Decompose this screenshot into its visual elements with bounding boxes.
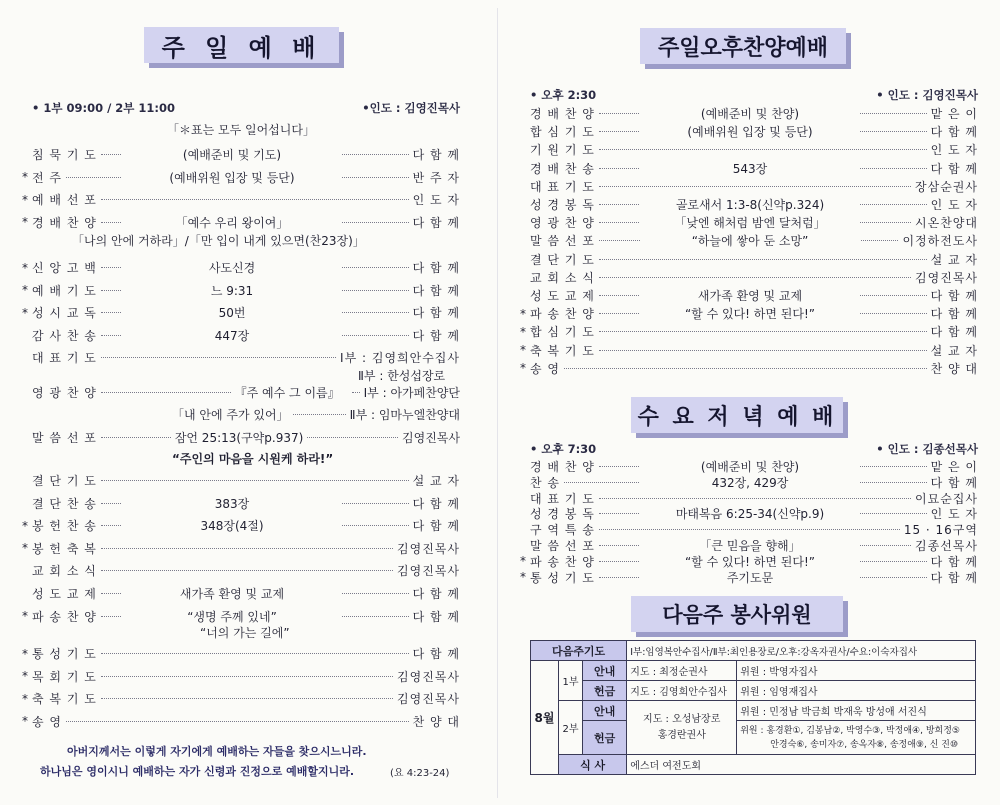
part2-offering-staff-cell [737,721,976,755]
verse-ref: (요 4:23-24) [390,768,450,779]
order-label: 말 씀 선 포 [530,234,595,249]
order-content: 383장 [122,495,342,512]
stand-note: 「＊표는 모두 일어섭니다」 [167,123,315,137]
stand-marker: * [520,570,526,585]
part2-lead-1: 지도 : 오성남장로 [643,713,721,725]
order-content: 느 9:31 [122,282,342,299]
part1-offering-lead: 지도 : 김영희안수집사 [627,681,737,701]
order-row [22,169,460,186]
sunday-time: • 1부 09:00 / 2부 11:00 [32,101,176,115]
sunday-worship-section [22,0,462,805]
order-label: 성 경 봉 독 [530,198,595,212]
order-content: 새가족 환영 및 교제 [122,585,342,602]
order-row-glory [22,384,460,401]
glory-by-2: Ⅱ부 : 임마누엘찬양대 [349,408,460,422]
wednesday-time: • 오후 7:30 [530,442,597,456]
sermon-title: “주인의 마음을 시원케 하라!” [172,452,334,466]
afternoon-schedule-line [530,87,978,103]
order-label: 성 시 교 독 [32,306,97,321]
order-row [520,214,978,231]
part2-cell: 2부 [559,701,583,755]
order-content: 사도신경 [122,259,342,276]
order-person: 이묘순집사 [915,491,978,506]
meal-text: 에스더 여전도회 [627,755,976,775]
order-label: 대 표 기 도 [32,351,97,366]
order-person: 다 함 께 [930,161,978,176]
order-person: 다 함 께 [930,570,978,585]
order-content: (예배준비 및 기도) [122,146,342,163]
order-label: 봉 헌 축 복 [32,541,97,556]
order-person: 장삼순권사 [915,179,978,194]
order-person: 김영진목사 [397,669,460,684]
order-content: 골로새서 1:3-8(신약p.324) [640,196,860,213]
meal-label: 식 사 [559,755,627,775]
order-label: 대 표 기 도 [530,179,595,194]
order-label: 통 성 기 도 [530,570,595,585]
order-row [520,569,978,586]
stand-marker: * [22,170,28,185]
right-column [520,0,980,805]
stand-marker: * [22,669,28,684]
order-label: 성 도 교 제 [32,587,97,601]
order-person: 다 함 께 [412,148,460,162]
order-label: 신 앙 고 백 [32,261,97,275]
month-cell: 8월 [531,661,559,775]
order-row [22,327,460,344]
order-content: 543장 [640,160,860,177]
order-person: 다 함 께 [930,307,978,322]
wednesday-leader: • 인도 : 김종선목사 [876,442,978,456]
order-person: 찬 양 대 [930,361,978,376]
order-label: 합 심 기 도 [530,125,595,140]
order-row [520,178,978,195]
order-label: 침 묵 기 도 [32,148,97,162]
order-content: “하늘에 쌓아 둔 소망” [640,232,860,249]
order-row [22,349,460,366]
order-row [520,287,978,304]
order-person: 다 함 께 [930,475,978,490]
part2-offering-label: 헌금 [583,721,627,755]
order-label: 축 복 기 도 [32,692,97,707]
order-row [520,490,978,507]
order-label: 예 배 기 도 [32,283,97,298]
order-label: 말 씀 선 포 [530,539,595,553]
order-row [22,214,460,231]
order-person: 맡 은 이 [930,107,978,121]
order-person: 15 · 16구역 [903,523,978,538]
order-label: 송 영 [530,361,560,376]
order-row [520,105,978,122]
glory-label: 영 광 찬 양 [32,386,97,400]
order-person: 다 함 께 [412,306,460,321]
order-row [22,472,460,489]
order-label: 성 경 봉 독 [530,507,595,522]
verse-line-2: 하나님은 영이시니 예배하는 자가 신령과 진정으로 예배할지니라. [40,765,355,778]
stand-marker: * [22,714,28,729]
order-label: 목 회 기 도 [32,669,97,684]
order-person: 설 교 자 [930,252,978,267]
stand-marker: * [520,306,526,321]
servers-table [530,640,976,775]
order-row [520,123,978,140]
order-label: 파 송 찬 양 [530,554,595,569]
order-row-sermon [22,429,460,446]
order-label: 성 도 교 제 [530,289,595,303]
order-label: 경 배 찬 송 [530,161,595,176]
sermon-by: 김영진목사 [402,431,460,445]
wednesday-title: 수 요 저 녁 예 배 [631,397,843,433]
order-label: 대 표 기 도 [530,491,595,506]
order-person: 김영진목사 [397,692,460,707]
order-label: 구 역 특 송 [530,523,595,538]
order-content: 348장(4절) [122,517,342,534]
sermon-label: 말 씀 선 포 [32,431,97,445]
order-row [22,540,460,557]
order-content: “할 수 있다! 하면 된다!” [640,553,860,570]
order-content: 새가족 환영 및 교제 [640,287,860,304]
order-label: 찬 송 [530,475,560,490]
order-row [520,553,978,570]
order-person: 반 주 자 [412,170,460,185]
stand-marker: * [22,305,28,320]
order-person: 다 함 께 [412,587,460,601]
order-row [520,537,978,554]
stand-marker: * [22,609,28,624]
order-label: 교 회 소 식 [530,270,595,285]
order-person: 다 함 께 [412,328,460,343]
order-person: 김종선목사 [915,539,978,553]
order-content: 마태복음 6:25-34(신약p.9) [640,505,860,522]
order-label: 경 배 찬 양 [530,460,595,474]
stand-marker: * [520,324,526,339]
order-row [22,690,460,707]
order-row [22,608,460,625]
order-person: 인 도 자 [930,507,978,522]
glory-song-1: 『주 예수 그 이름』 [234,386,340,400]
order-label: 축 복 기 도 [530,343,595,358]
servers-title: 다음주 봉사위원 [631,596,843,632]
stand-marker: * [22,215,28,230]
stand-marker: * [520,343,526,358]
praise-song-line: 「나의 안에 거하라」/「만 입이 내게 있으면(찬23장)」 [72,234,365,248]
order-person: 김영진목사 [397,541,460,556]
stand-marker: * [22,518,28,533]
part2-lead-2: 홍경란권사 [657,729,706,741]
part2-lead-cell [627,701,737,755]
order-person: 다 함 께 [930,125,978,140]
order-row-glory-2 [22,406,460,423]
part2-offering-staff-2: 안경숙⑥, 송미자⑦, 송옥자⑧, 송정애⑨, 신 진⑩ [770,739,959,750]
order-label: 경 배 찬 양 [32,215,97,230]
page-fold-divider [497,8,498,798]
order-person: 시온찬양대 [915,216,978,231]
order-label: 전 주 [32,170,62,185]
order-row [22,713,460,730]
order-row [520,251,978,268]
next-week-prayer-label: 다음주기도 [531,641,627,661]
order-label: 감 사 찬 송 [32,328,97,343]
order-person: 설 교 자 [412,474,460,488]
order-content: 주기도문 [640,569,860,586]
stand-marker: * [22,260,28,275]
order-row [520,323,978,340]
order-content: 「예수 우리 왕이여」 [122,214,342,231]
wednesday-schedule-line [530,441,978,457]
part1-cell: 1부 [559,661,583,701]
part1-guide-lead: 지도 : 최정순권사 [627,661,737,681]
order-person: 다 함 께 [930,289,978,303]
part2-offering-staff-1: 위원 : 홍경환①, 김봉남②, 박영수③, 박정애④, 방희정⑤ [740,725,961,736]
order-content: (예배준비 및 찬양) [640,105,860,122]
order-person: 다 함 께 [412,215,460,230]
order-row [520,505,978,522]
sunday-title: 주 일 예 배 [144,27,339,63]
part2-guide-label: 안내 [583,701,627,721]
order-label: 교 회 소 식 [32,564,97,579]
stand-marker: * [22,541,28,556]
stand-marker: * [520,361,526,376]
order-row [520,342,978,359]
order-row [22,645,460,662]
sunday-leader: •인도 : 김영진목사 [362,101,460,115]
order-person: 다 함 께 [930,554,978,569]
glory-by-1: Ⅰ부 : 아가페찬양단 [363,386,460,400]
stand-marker: * [22,646,28,661]
order-row [22,146,460,163]
order-label: 예 배 선 포 [32,193,97,208]
order-content: 447장 [122,327,342,344]
stand-marker: * [520,554,526,569]
order-content: “할 수 있다! 하면 된다!” [640,305,860,322]
order-row [22,282,460,299]
part1-offering-staff: 위원 : 임영재집사 [737,681,976,701]
order-person: 이정하전도사 [902,234,978,249]
order-label: 파 송 찬 양 [530,307,595,322]
order-label: 결 단 기 도 [530,252,595,267]
order-person: 김영진목사 [397,564,460,579]
order-row [520,160,978,177]
sending-song-2: “너의 가는 길에” [200,626,290,640]
order-person: 인 도 자 [412,193,460,208]
order-row [520,360,978,377]
order-person: 설 교 자 [930,343,978,358]
stand-marker: * [22,691,28,706]
order-row [520,521,978,538]
order-person: 인 도 자 [930,143,978,158]
verse-line-1: 아버지께서는 이렇게 자기에게 예배하는 자들을 찾으시느니라. [67,745,367,758]
order-row [22,304,460,321]
order-content: 50번 [122,304,342,321]
afternoon-time: • 오후 2:30 [530,88,597,102]
order-row [22,585,460,602]
order-row [22,259,460,276]
glory-song-2: 「내 안에 주가 있어」 [172,408,289,422]
order-label: 봉 헌 찬 송 [32,519,97,534]
sermon-text: 잠언 25:13(구약p.937) [174,431,304,445]
order-row [22,562,460,579]
part1-guide-label: 안내 [583,661,627,681]
order-label: 결 단 찬 송 [32,496,97,511]
order-person: 인 도 자 [930,198,978,212]
afternoon-leader: • 인도 : 김영진목사 [876,88,978,102]
order-content: 「낮엔 해처럼 밤엔 달처럼」 [640,214,860,231]
order-person: 다 함 께 [930,325,978,340]
part1-offering-label: 헌금 [583,681,627,701]
sunday-schedule-line [32,100,460,116]
next-week-prayer-text: Ⅰ부:임영복안수집사/Ⅱ부:최인용장로/오후:강옥자권사/수요:이숙자집사 [627,641,976,661]
order-label: 경 배 찬 양 [530,107,595,121]
afternoon-title: 주일오후찬양예배 [640,28,846,64]
order-content: (예배위원 입장 및 등단) [640,123,860,140]
order-label: 합 심 기 도 [530,325,595,340]
order-content: 432장, 429장 [640,474,860,491]
order-person: 다 함 께 [412,609,460,624]
part1-guide-staff: 위원 : 박영자집사 [737,661,976,681]
order-person: 다 함 께 [412,496,460,511]
order-row [520,141,978,158]
order-label: 송 영 [32,714,62,729]
order-person: 다 함 께 [412,647,460,661]
order-label: 기 원 기 도 [530,143,595,158]
order-person: 다 함 께 [412,261,460,275]
order-row [520,196,978,213]
order-content: (예배위원 입장 및 등단) [122,169,342,186]
order-person: 다 함 께 [412,519,460,534]
order-person: 찬 양 대 [412,714,460,729]
order-row [520,269,978,286]
stand-marker: * [22,283,28,298]
order-person: Ⅰ부 : 김영희안수집사 [340,351,460,366]
order-row [22,495,460,512]
order-label: 영 광 찬 양 [530,216,595,231]
order-label: 파 송 찬 양 [32,609,97,624]
order-person: 다 함 께 [412,283,460,298]
order-row [520,232,978,249]
part2-guide-staff: 위원 : 민정남 박금희 박재욱 방성애 서진식 [737,701,976,721]
order-content: “생명 주께 있네” [122,608,342,625]
order-row [22,191,460,208]
order-row [520,305,978,322]
order-row [22,668,460,685]
stand-marker: * [22,192,28,207]
order-row [520,458,978,475]
order-label: 결 단 기 도 [32,474,97,488]
order-row [520,474,978,491]
order-person: 김영진목사 [915,270,978,285]
order-label: 통 성 기 도 [32,647,97,661]
rep-prayer-part2: Ⅱ부 : 한성섭장로 [358,369,446,383]
order-row [22,517,460,534]
order-person: 맡 은 이 [930,460,978,474]
order-content: 「큰 믿음을 향해」 [640,537,860,554]
order-content: (예배준비 및 찬양) [640,458,860,475]
